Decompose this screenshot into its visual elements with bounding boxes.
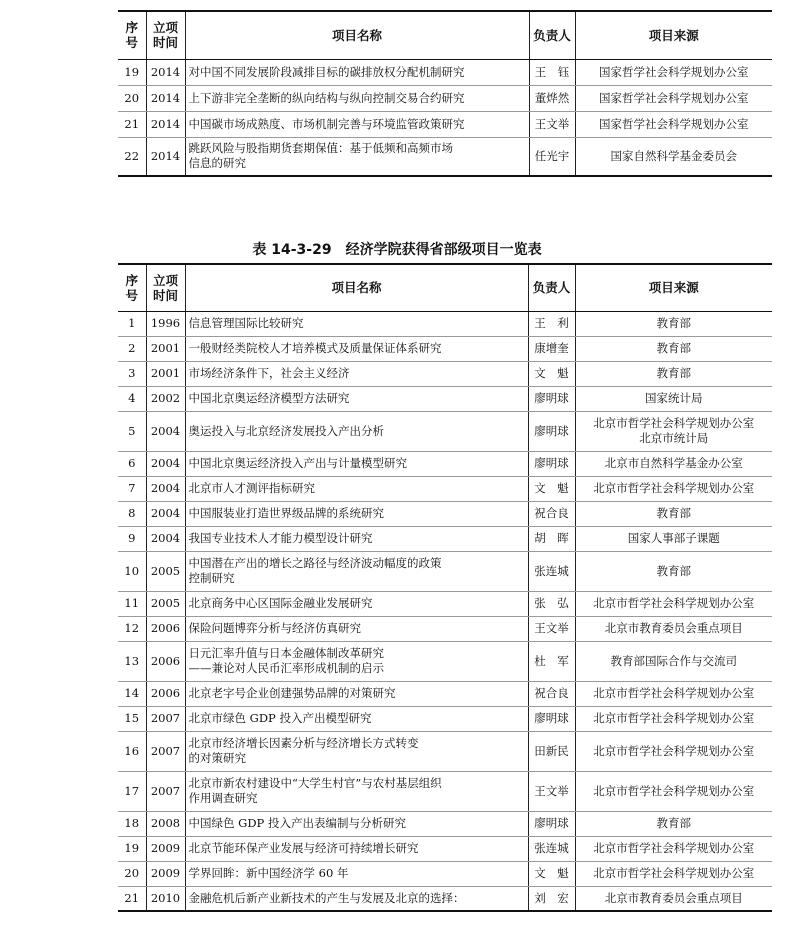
project-source — [575, 836, 772, 861]
project-name-line: 北京市新农村建设中“大学生村官”与农村基层组织 — [188, 776, 442, 790]
table-row — [118, 501, 772, 526]
table-row — [118, 836, 772, 861]
project-name-line: 日元汇率升值与日本金融体制改革研究 — [188, 646, 384, 660]
project-source — [575, 361, 772, 386]
row-number: 16 — [118, 731, 146, 771]
row-year: 2010 — [146, 886, 185, 911]
project-name — [185, 451, 528, 476]
project-source — [575, 411, 772, 451]
project-source-line: 国家统计局 — [645, 391, 703, 405]
project-source — [575, 616, 772, 641]
project-source-line: 教育部国际合作与交流司 — [610, 653, 737, 668]
table-row — [118, 591, 772, 616]
table-row — [118, 526, 772, 551]
row-year: 2014 — [146, 137, 185, 176]
row-number: 20 — [118, 85, 146, 111]
project-lead: 祝合良 — [528, 681, 575, 706]
project-source — [575, 386, 772, 411]
project-source — [575, 501, 772, 526]
project-name-line: 我国专业技术人才能力模型设计研究 — [188, 531, 373, 545]
row-year: 2002 — [146, 386, 185, 411]
row-number: 10 — [118, 551, 146, 591]
col-lead-header: 负责人 — [529, 11, 575, 59]
project-name-line: 中国潜在产出的增长之路径与经济波动幅度的政策 — [188, 556, 442, 570]
project-name-line: 北京节能环保产业发展与经济可持续增长研究 — [188, 841, 419, 855]
project-name — [185, 336, 528, 361]
project-source-line: 北京市哲学社会科学规划办公室 — [593, 416, 755, 430]
project-name-line: 金融危机后新产业新技术的产生与发展及北京的选择： — [188, 890, 465, 905]
caption-title: 经济学院获得省部级项目一览表 — [345, 242, 542, 258]
project-name-line: 北京市经济增长因素分析与经济增长方式转变 — [188, 736, 419, 750]
table-row — [118, 551, 772, 591]
project-name-line: 跳跃风险与股指期货套期保值：基于低频和高频市场 — [188, 141, 453, 156]
row-number: 9 — [118, 526, 146, 551]
table-row — [118, 85, 772, 111]
project-name — [185, 771, 528, 811]
project-name-line: 中国绿色 GDP 投入产出表编制与分析研究 — [188, 816, 406, 830]
project-source — [575, 771, 772, 811]
project-name — [185, 411, 528, 451]
project-name — [185, 591, 528, 616]
project-lead: 王 钰 — [529, 59, 575, 85]
row-year: 2004 — [146, 411, 185, 451]
project-source — [575, 706, 772, 731]
project-name — [185, 526, 528, 551]
project-name-line: 中国北京奥运经济投入产出与计量模型研究 — [188, 456, 407, 470]
project-source — [575, 861, 772, 886]
table-row — [118, 771, 772, 811]
project-name — [185, 476, 528, 501]
table-national-projects — [118, 10, 772, 177]
project-source-line: 北京市教育委员会重点项目 — [604, 890, 743, 905]
project-lead: 文 魁 — [528, 861, 575, 886]
table-row — [118, 451, 772, 476]
row-number: 8 — [118, 501, 146, 526]
row-number: 15 — [118, 706, 146, 731]
row-year: 2009 — [146, 861, 185, 886]
project-lead: 张 弘 — [528, 591, 575, 616]
project-source-line: 北京市哲学社会科学规划办公室 — [593, 481, 755, 495]
row-year: 2006 — [146, 616, 185, 641]
project-source — [575, 886, 772, 911]
table-row — [118, 811, 772, 836]
project-lead: 文 魁 — [528, 361, 575, 386]
row-year: 2007 — [146, 706, 185, 731]
project-name-line: 北京市绿色 GDP 投入产出模型研究 — [188, 711, 372, 725]
project-name-line: 中国服装业打造世界级品牌的系统研究 — [188, 506, 384, 520]
project-name — [185, 85, 529, 111]
project-source — [575, 526, 772, 551]
project-name — [185, 137, 529, 176]
project-source — [575, 811, 772, 836]
project-name — [185, 836, 528, 861]
row-year: 2004 — [146, 526, 185, 551]
col-no-header: 序 号 — [118, 264, 146, 311]
row-number: 19 — [118, 59, 146, 85]
row-number: 7 — [118, 476, 146, 501]
project-name-line: 控制研究 — [188, 571, 235, 585]
row-number: 17 — [118, 771, 146, 811]
project-lead: 张连城 — [528, 551, 575, 591]
project-name — [185, 706, 528, 731]
project-source — [575, 551, 772, 591]
project-name — [185, 886, 528, 911]
col-name-header: 项目名称 — [185, 11, 529, 59]
row-year: 2005 — [146, 591, 185, 616]
project-source-line: 北京市哲学社会科学规划办公室 — [593, 596, 755, 610]
project-lead: 董烨然 — [529, 85, 575, 111]
table-row — [118, 59, 772, 85]
row-number: 12 — [118, 616, 146, 641]
project-name — [185, 59, 529, 85]
project-name — [185, 731, 528, 771]
header-row — [118, 11, 772, 59]
project-name-line: 作用调查研究 — [188, 791, 258, 805]
project-lead: 张连城 — [528, 836, 575, 861]
table-row — [118, 361, 772, 386]
row-number: 6 — [118, 451, 146, 476]
project-name — [185, 861, 528, 886]
project-name-line: 信息管理国际比较研究 — [188, 316, 304, 330]
project-name — [185, 641, 528, 681]
row-year: 2006 — [146, 641, 185, 681]
caption-number: 表 14-3-29 — [252, 242, 332, 258]
table-row — [118, 641, 772, 681]
project-lead: 康增奎 — [528, 336, 575, 361]
project-lead: 王文举 — [529, 111, 575, 137]
project-name-line: 上下游非完全垄断的纵向结构与纵向控制交易合约研究 — [188, 90, 465, 105]
project-source-line: 北京市哲学社会科学规划办公室 — [593, 686, 755, 700]
project-source — [575, 59, 772, 85]
table-row — [118, 311, 772, 336]
project-name-line: 的对策研究 — [188, 751, 246, 765]
row-year: 2001 — [146, 336, 185, 361]
row-number: 14 — [118, 681, 146, 706]
project-source-line: 国家哲学社会科学规划办公室 — [599, 90, 749, 105]
project-name-line: 北京市人才测评指标研究 — [188, 481, 315, 495]
project-name-line: 对中国不同发展阶段减排目标的碳排放权分配机制研究 — [188, 64, 465, 79]
project-source-line: 教育部 — [656, 506, 691, 520]
project-source — [575, 641, 772, 681]
project-source-line: 国家自然科学基金委员会 — [610, 148, 737, 163]
col-source-header: 项目来源 — [575, 11, 772, 59]
project-name — [185, 681, 528, 706]
project-lead: 王文举 — [528, 771, 575, 811]
project-source — [575, 85, 772, 111]
row-year: 2004 — [146, 451, 185, 476]
project-source-line: 国家哲学社会科学规划办公室 — [599, 116, 749, 131]
project-lead: 胡 晖 — [528, 526, 575, 551]
table-provincial-projects — [118, 263, 772, 912]
project-source — [575, 591, 772, 616]
row-year: 2009 — [146, 836, 185, 861]
row-number: 2 — [118, 336, 146, 361]
row-year: 1996 — [146, 311, 185, 336]
project-lead: 任光宇 — [529, 137, 575, 176]
row-number: 22 — [118, 137, 146, 176]
project-name-line: 学界回眸：新中国经济学 60 年 — [188, 866, 349, 880]
row-number: 3 — [118, 361, 146, 386]
row-number: 1 — [118, 311, 146, 336]
project-source-line: 北京市教育委员会重点项目 — [604, 621, 743, 635]
row-year: 2006 — [146, 681, 185, 706]
project-source — [575, 681, 772, 706]
project-name-line: 北京商务中心区国际金融业发展研究 — [188, 596, 373, 610]
project-source-line: 北京市哲学社会科学规划办公室 — [593, 841, 755, 855]
row-number: 20 — [118, 861, 146, 886]
project-source — [575, 137, 772, 176]
project-name — [185, 386, 528, 411]
project-name-line: 一般财经类院校人才培养模式及质量保证体系研究 — [188, 341, 442, 355]
project-name-line: 保险问题博弈分析与经济仿真研究 — [188, 621, 361, 635]
table-row — [118, 411, 772, 451]
table-row — [118, 111, 772, 137]
row-number: 21 — [118, 886, 146, 911]
row-year: 2007 — [146, 731, 185, 771]
header-row — [118, 264, 772, 311]
project-name-line: ——兼论对人民币汇率形成机制的启示 — [188, 661, 384, 675]
col-year-header: 立项 时间 — [146, 264, 185, 311]
project-source-line: 北京市统计局 — [639, 431, 709, 445]
project-lead: 廖明球 — [528, 411, 575, 451]
project-name-line: 信息的研究 — [188, 156, 246, 171]
project-name — [185, 811, 528, 836]
row-number: 21 — [118, 111, 146, 137]
table-row — [118, 681, 772, 706]
row-year: 2014 — [146, 111, 185, 137]
row-year: 2004 — [146, 501, 185, 526]
row-year: 2007 — [146, 771, 185, 811]
project-name — [185, 361, 528, 386]
col-lead-header: 负责人 — [528, 264, 575, 311]
project-lead: 廖明球 — [528, 451, 575, 476]
row-number: 11 — [118, 591, 146, 616]
project-source-line: 北京市哲学社会科学规划办公室 — [593, 711, 755, 725]
project-name — [185, 616, 528, 641]
project-source-line: 北京市哲学社会科学规划办公室 — [593, 783, 755, 798]
project-lead: 刘 宏 — [528, 886, 575, 911]
col-name-header: 项目名称 — [185, 264, 528, 311]
project-source-line: 教育部 — [656, 366, 691, 380]
row-year: 2014 — [146, 59, 185, 85]
project-name — [185, 111, 529, 137]
row-year: 2004 — [146, 476, 185, 501]
project-source — [575, 476, 772, 501]
project-lead: 文 魁 — [528, 476, 575, 501]
table-row — [118, 861, 772, 886]
project-source-line: 北京市自然科学基金办公室 — [604, 456, 743, 470]
project-source-line: 教育部 — [656, 816, 691, 830]
project-source — [575, 451, 772, 476]
row-number: 13 — [118, 641, 146, 681]
table-body — [118, 311, 772, 911]
row-number: 5 — [118, 411, 146, 451]
row-number: 19 — [118, 836, 146, 861]
project-source-line: 教育部 — [656, 316, 691, 330]
project-source — [575, 111, 772, 137]
project-lead: 王文举 — [528, 616, 575, 641]
project-lead: 杜 军 — [528, 641, 575, 681]
project-lead: 祝合良 — [528, 501, 575, 526]
project-source — [575, 311, 772, 336]
row-year: 2001 — [146, 361, 185, 386]
project-name-line: 中国碳市场成熟度、市场机制完善与环境监管政策研究 — [188, 116, 465, 131]
project-lead: 廖明球 — [528, 811, 575, 836]
table-row — [118, 731, 772, 771]
project-source-line: 国家人事部子课题 — [627, 531, 720, 545]
project-name-line: 中国北京奥运经济模型方法研究 — [188, 391, 350, 405]
col-no-header: 序 号 — [118, 11, 146, 59]
project-name-line: 奥运投入与北京经济发展投入产出分析 — [188, 423, 384, 438]
table-row — [118, 886, 772, 911]
row-year: 2008 — [146, 811, 185, 836]
project-lead: 廖明球 — [528, 706, 575, 731]
project-name — [185, 311, 528, 336]
project-source-line: 国家哲学社会科学规划办公室 — [599, 64, 749, 79]
project-source — [575, 731, 772, 771]
project-name — [185, 501, 528, 526]
table-row — [118, 616, 772, 641]
project-name — [185, 551, 528, 591]
row-number: 18 — [118, 811, 146, 836]
project-source-line: 北京市哲学社会科学规划办公室 — [593, 866, 755, 880]
table-row — [118, 706, 772, 731]
project-source — [575, 336, 772, 361]
project-lead: 田新民 — [528, 731, 575, 771]
row-number: 4 — [118, 386, 146, 411]
table-row — [118, 476, 772, 501]
col-year-header: 立项 时间 — [146, 11, 185, 59]
project-lead: 廖明球 — [528, 386, 575, 411]
project-name-line: 北京老字号企业创建强势品牌的对策研究 — [188, 686, 396, 700]
table-row — [118, 386, 772, 411]
col-source-header: 项目来源 — [575, 264, 772, 311]
table-body — [118, 59, 772, 176]
table-row — [118, 336, 772, 361]
project-source-line: 教育部 — [656, 563, 691, 578]
project-source-line: 北京市哲学社会科学规划办公室 — [593, 743, 755, 758]
project-lead: 王 利 — [528, 311, 575, 336]
project-name-line: 市场经济条件下，社会主义经济 — [188, 366, 350, 380]
row-year: 2005 — [146, 551, 185, 591]
row-year: 2014 — [146, 85, 185, 111]
table-caption — [0, 239, 794, 259]
project-source-line: 教育部 — [656, 341, 691, 355]
table-row — [118, 137, 772, 176]
